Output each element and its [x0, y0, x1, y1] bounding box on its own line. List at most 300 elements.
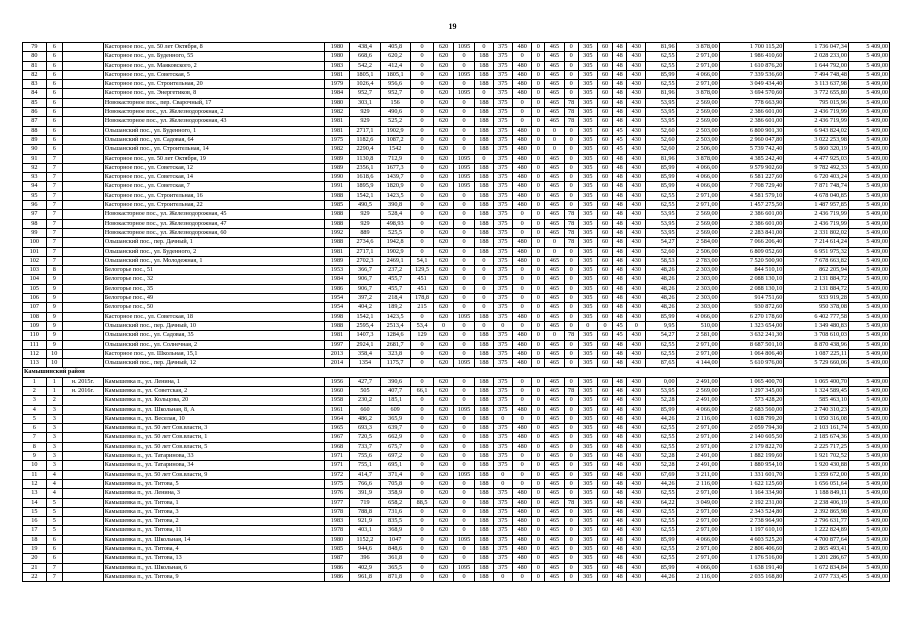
table-cell: 48	[613, 61, 627, 70]
table-cell: 375	[493, 256, 512, 265]
table-cell: 5 409,00	[848, 294, 889, 303]
table-cell: 0	[532, 479, 545, 488]
table-cell: 2 581,00	[676, 331, 719, 340]
table-cell: 396	[350, 554, 380, 563]
table-cell: 620	[434, 396, 453, 405]
table-cell: 465	[545, 163, 564, 172]
table-cell: 5 409,00	[848, 563, 889, 572]
table-cell: 0	[410, 554, 434, 563]
table-cell: 620	[434, 173, 453, 182]
table-cell: 0	[410, 349, 434, 358]
table-cell: 375	[493, 405, 512, 414]
table-cell: 48	[613, 572, 627, 581]
table-cell	[62, 359, 103, 368]
table-cell	[62, 424, 103, 433]
table-cell: 2 059 794,30	[719, 424, 784, 433]
table-cell: 505	[350, 386, 380, 395]
table-cell: 305	[578, 43, 597, 52]
table-cell: 109	[23, 321, 47, 330]
table-cell: 67,69	[646, 470, 676, 479]
table-cell: 1975	[324, 135, 350, 144]
table-row	[23, 545, 890, 554]
table-cell: 0	[453, 145, 475, 154]
table-cell: 2469,1	[380, 256, 410, 265]
table-cell: 375	[493, 312, 512, 321]
table-cell: 112	[23, 349, 47, 358]
table-cell: 60	[598, 526, 613, 535]
address-cell: Камышевка п., ул. 50 лет Сов.власти, 9	[103, 470, 324, 479]
table-cell: 0	[532, 135, 545, 144]
table-cell: 60	[598, 535, 613, 544]
table-cell: 48	[613, 284, 627, 293]
table-cell: 5 409,00	[848, 117, 889, 126]
table-cell: 0	[532, 470, 545, 479]
table-cell: 1971	[324, 452, 350, 461]
table-cell	[62, 312, 103, 321]
table-cell: 3	[23, 396, 47, 405]
table-cell: 480	[512, 182, 531, 191]
table-cell: 371,4	[380, 470, 410, 479]
table-cell: 5 409,00	[848, 303, 889, 312]
table-cell: 2 331 802,02	[784, 228, 849, 237]
table-cell: 1942,8	[380, 238, 410, 247]
table-cell: 480	[512, 135, 531, 144]
table-cell: 5 409,00	[848, 61, 889, 70]
table-cell: 465	[545, 98, 564, 107]
table-cell: 465	[545, 377, 564, 386]
table-cell: 731,6	[380, 507, 410, 516]
table-cell: 5 409,00	[848, 461, 889, 470]
table-cell: 103	[23, 266, 47, 275]
table-cell: 188	[475, 377, 493, 386]
table-cell: 60	[598, 294, 613, 303]
table-cell: 0	[453, 228, 475, 237]
table-cell: 490,5	[350, 201, 380, 210]
table-cell: 305	[578, 442, 597, 451]
address-cell: Ольшанский пос., ул. Солнечная, 2	[103, 340, 324, 349]
table-cell: 188	[475, 526, 493, 535]
table-cell: 0	[410, 145, 434, 154]
table-cell: 480	[512, 201, 531, 210]
table-cell: 9	[46, 303, 62, 312]
table-cell: 6	[46, 126, 62, 135]
table-cell: 430	[627, 61, 646, 70]
table-cell: 6	[46, 545, 62, 554]
table-cell: 2 303,00	[676, 266, 719, 275]
table-cell: 480	[512, 238, 531, 247]
table-cell: 0	[532, 98, 545, 107]
address-cell: Новокасторное пос., пер. Сварочный, 17	[103, 98, 324, 107]
table-cell: 62,55	[646, 201, 676, 210]
table-cell: 48	[613, 489, 627, 498]
table-cell: 844 510,10	[719, 266, 784, 275]
table-cell: 0	[564, 359, 578, 368]
table-cell: 99	[23, 228, 47, 237]
table-cell: 60	[598, 479, 613, 488]
table-cell: 620	[434, 563, 453, 572]
table-cell: 430	[627, 377, 646, 386]
table-cell: 3 632 241,30	[719, 331, 784, 340]
table-cell: 1998	[324, 312, 350, 321]
table-cell: 375	[493, 219, 512, 228]
table-cell: 7	[23, 433, 47, 442]
table-cell: 188	[475, 61, 493, 70]
table-cell: 0	[512, 228, 531, 237]
table-cell: 2 503,00	[676, 135, 719, 144]
address-cell: Ольшанский пос., ул. Буденного, 2	[103, 247, 324, 256]
table-cell: 60	[598, 563, 613, 572]
table-cell: 620	[434, 108, 453, 117]
table-cell: 3 113 637,98	[784, 80, 849, 89]
table-cell: 48	[613, 507, 627, 516]
table-cell: 0	[493, 572, 512, 581]
table-cell: 1975	[324, 479, 350, 488]
table-cell: 15	[23, 507, 47, 516]
table-cell: 64,22	[646, 498, 676, 507]
table-row	[23, 173, 890, 182]
table-cell: 0	[410, 191, 434, 200]
table-cell: 1095	[453, 405, 475, 414]
table-cell: 375	[493, 331, 512, 340]
table-cell: 0	[545, 331, 564, 340]
table-cell: 1976	[324, 489, 350, 498]
table-cell: 755,1	[350, 461, 380, 470]
table-cell: 305	[578, 89, 597, 98]
table-cell: 1 457 275,50	[719, 201, 784, 210]
table-row	[23, 340, 890, 349]
table-cell: 0	[532, 191, 545, 200]
table-cell: 368,9	[380, 526, 410, 535]
table-cell: 0	[564, 340, 578, 349]
table-cell: 480	[512, 340, 531, 349]
table-cell: 2 103 161,74	[784, 424, 849, 433]
table-cell: 188	[475, 108, 493, 117]
table-cell: 480	[512, 563, 531, 572]
table-cell: 1095	[453, 163, 475, 172]
table-cell: 94	[23, 182, 47, 191]
table-cell: 2 131 884,72	[784, 275, 849, 284]
table-cell: 53,95	[646, 219, 676, 228]
table-cell: 44,26	[646, 414, 676, 423]
table-cell: 1 164 334,90	[719, 489, 784, 498]
table-cell: 5 409,00	[848, 191, 889, 200]
table-cell: 0	[475, 275, 493, 284]
table-cell	[62, 563, 103, 572]
table-cell: 480	[512, 126, 531, 135]
table-cell: 0	[453, 517, 475, 526]
table-cell: 1 638 191,40	[719, 563, 784, 572]
table-cell: 2595,4	[350, 321, 380, 330]
table-cell	[62, 70, 103, 79]
table-cell: 2 386 601,00	[719, 108, 784, 117]
table-cell: 403,1	[350, 526, 380, 535]
table-cell: 5 409,00	[848, 452, 889, 461]
table-cell: 0	[453, 80, 475, 89]
table-cell: 660	[350, 405, 380, 414]
table-cell: 60	[598, 191, 613, 200]
table-cell: 961,8	[350, 572, 380, 581]
table-cell: 48	[613, 303, 627, 312]
table-cell: 0	[512, 266, 531, 275]
table-cell: 3 772 655,80	[784, 89, 849, 98]
table-cell: 1981	[324, 126, 350, 135]
table-cell: 188	[475, 349, 493, 358]
table-cell: 66,1	[410, 386, 434, 395]
table-cell: 929	[350, 219, 380, 228]
table-cell: 1 331 601,70	[719, 470, 784, 479]
table-cell: 620	[434, 545, 453, 554]
table-cell: 45	[613, 135, 627, 144]
table-cell: 62,55	[646, 191, 676, 200]
table-cell: 620	[434, 191, 453, 200]
table-cell: 0	[512, 117, 531, 126]
table-cell: 48	[613, 359, 627, 368]
table-cell: 305	[578, 359, 597, 368]
table-cell: 0	[564, 572, 578, 581]
table-cell: 525,5	[380, 228, 410, 237]
table-cell: 375	[493, 442, 512, 451]
table-cell: 0	[532, 61, 545, 70]
table-cell: 5 409,00	[848, 126, 889, 135]
table-cell: 7	[46, 210, 62, 219]
table-cell: 5 409,00	[848, 433, 889, 442]
table-cell: 9,95	[646, 321, 676, 330]
table-cell: 82	[23, 70, 47, 79]
table-cell: 0	[453, 331, 475, 340]
table-row	[23, 554, 890, 563]
table-cell: 0	[545, 126, 564, 135]
table-cell: 60	[598, 554, 613, 563]
table-cell: 4	[46, 479, 62, 488]
table-cell: 6	[46, 89, 62, 98]
table-cell: 2 569,00	[676, 108, 719, 117]
table-cell: 60	[598, 312, 613, 321]
table-cell: 397,2	[350, 294, 380, 303]
table-cell	[62, 275, 103, 284]
table-cell: 1981	[324, 331, 350, 340]
table-cell: 1095	[453, 312, 475, 321]
table-cell: 305	[578, 414, 597, 423]
table-row	[23, 117, 890, 126]
address-cell: Камышевка п., ул. Титова, 1	[103, 498, 324, 507]
table-cell: 430	[627, 145, 646, 154]
table-cell: 1971	[324, 461, 350, 470]
table-cell: 7	[46, 182, 62, 191]
table-cell	[62, 256, 103, 265]
table-cell: 6	[46, 145, 62, 154]
table-cell: 0	[453, 396, 475, 405]
table-cell: 1958	[324, 396, 350, 405]
table-cell: 365,5	[380, 563, 410, 572]
table-row	[23, 284, 890, 293]
table-cell: 54,1	[410, 256, 434, 265]
table-cell: 465	[545, 80, 564, 89]
table-cell: 0	[532, 80, 545, 89]
table-cell: 2 088 130,10	[719, 275, 784, 284]
table-cell: 795 015,96	[784, 98, 849, 107]
table-cell: 430	[627, 479, 646, 488]
table-cell: 60	[598, 396, 613, 405]
table-cell: 430	[627, 275, 646, 284]
table-cell: 0	[453, 117, 475, 126]
table-row	[23, 507, 890, 516]
table-cell: 1985	[324, 545, 350, 554]
table-row	[23, 294, 890, 303]
table-cell: 0	[532, 247, 545, 256]
table-cell	[62, 535, 103, 544]
table-cell: 305	[578, 61, 597, 70]
table-cell: 1095	[453, 89, 475, 98]
table-cell: 375	[493, 424, 512, 433]
table-cell: 465	[545, 479, 564, 488]
table-cell: 2 386 601,00	[719, 219, 784, 228]
table-cell	[62, 396, 103, 405]
table-cell: 0	[532, 321, 545, 330]
table-cell: 733,7	[350, 442, 380, 451]
table-cell: 1284,6	[380, 331, 410, 340]
table-cell: 1978	[324, 507, 350, 516]
table-cell: 2 971,00	[676, 545, 719, 554]
table-cell: 48	[613, 266, 627, 275]
table-cell: 430	[627, 563, 646, 572]
table-cell: 2 179 822,70	[719, 442, 784, 451]
table-cell: 430	[627, 43, 646, 52]
address-cell: Касторное пос., ул. Маяковского, 2	[103, 61, 324, 70]
address-cell: Камышевка п., ул. 50 лет Сов.власти, 5	[103, 442, 324, 451]
table-cell: 0	[493, 321, 512, 330]
table-cell: 48	[613, 191, 627, 200]
table-row	[23, 80, 890, 89]
table-cell: 788,8	[350, 507, 380, 516]
table-cell: 465	[545, 89, 564, 98]
table-cell: 430	[627, 535, 646, 544]
table-cell: 430	[627, 331, 646, 340]
table-cell: 48	[613, 89, 627, 98]
table-cell: 0	[532, 452, 545, 461]
address-cell: Камышевка п., ул. Титова, 5	[103, 479, 324, 488]
table-cell: 5	[23, 414, 47, 423]
table-row	[23, 526, 890, 535]
table-cell: 0	[564, 89, 578, 98]
table-cell: 0	[453, 526, 475, 535]
table-cell: 404,2	[350, 303, 380, 312]
table-cell: 2 491,00	[676, 377, 719, 386]
table-cell: 486,2	[350, 414, 380, 423]
table-cell: 5 409,00	[848, 377, 889, 386]
table-cell: 375	[493, 98, 512, 107]
table-cell: 1 349 480,83	[784, 321, 849, 330]
table-cell: 5 409,00	[848, 145, 889, 154]
table-cell: 60	[598, 442, 613, 451]
table-cell: 7 708 729,40	[719, 182, 784, 191]
table-cell: 62,55	[646, 554, 676, 563]
table-cell: 906,7	[350, 284, 380, 293]
table-cell: 0	[532, 535, 545, 544]
table-cell	[62, 182, 103, 191]
address-cell: Касторное пос., ул. 50 лет Октября, 19	[103, 154, 324, 163]
table-cell: 48,26	[646, 303, 676, 312]
table-cell: 620	[434, 182, 453, 191]
table-cell: 3	[46, 424, 62, 433]
table-cell: 188	[475, 396, 493, 405]
table-row	[23, 349, 890, 358]
table-cell: 48	[613, 386, 627, 395]
table-cell: 4 700 877,64	[784, 535, 849, 544]
table-cell: 480	[512, 173, 531, 182]
table-cell: 455,7	[380, 275, 410, 284]
table-cell: 430	[627, 210, 646, 219]
table-cell: 1997	[324, 340, 350, 349]
address-cell: Камышевка п., ул. Советская, 2	[103, 386, 324, 395]
table-cell	[62, 284, 103, 293]
table-cell: 0	[532, 284, 545, 293]
table-cell: 0	[532, 424, 545, 433]
table-cell: 48	[613, 238, 627, 247]
address-cell: Касторное пос., ул. 50 лет Октября, 8	[103, 43, 324, 52]
table-cell: 1992	[324, 228, 350, 237]
table-cell: 60	[598, 238, 613, 247]
table-cell: 0	[564, 424, 578, 433]
table-row	[23, 154, 890, 163]
table-cell: 620	[434, 266, 453, 275]
table-cell: 620	[434, 247, 453, 256]
table-cell: 8	[46, 266, 62, 275]
table-cell: 0	[410, 219, 434, 228]
table-cell: 4 066,00	[676, 405, 719, 414]
table-cell: 5 409,00	[848, 405, 889, 414]
table-cell: 60	[598, 470, 613, 479]
table-cell: 0	[532, 377, 545, 386]
table-cell: 0	[532, 52, 545, 61]
table-cell: 2 185 674,36	[784, 433, 849, 442]
table-cell: 465	[545, 563, 564, 572]
table-cell: 48	[613, 173, 627, 182]
table-cell: 1677,3	[380, 163, 410, 172]
table-cell	[62, 201, 103, 210]
table-cell: 675,7	[380, 442, 410, 451]
table-cell: 85,99	[646, 173, 676, 182]
table-cell: 375	[493, 80, 512, 89]
table-cell: 1095	[453, 154, 475, 163]
table-cell: 62,55	[646, 80, 676, 89]
table-cell: 188	[475, 452, 493, 461]
table-cell: 4 066,00	[676, 163, 719, 172]
table-cell: 60	[598, 498, 613, 507]
table-cell: 0	[410, 108, 434, 117]
table-cell: 0	[410, 396, 434, 405]
table-cell: 60	[598, 43, 613, 52]
table-cell	[62, 405, 103, 414]
table-cell: 60	[598, 377, 613, 386]
table-cell: 5 409,00	[848, 163, 889, 172]
table-cell: 952,7	[380, 89, 410, 98]
table-cell: 1439,7	[380, 173, 410, 182]
table-row	[23, 43, 890, 52]
table-cell	[62, 108, 103, 117]
table-cell: 5 409,00	[848, 386, 889, 395]
table-cell: 58,53	[646, 256, 676, 265]
table-cell: 889	[350, 228, 380, 237]
table-cell: 375	[493, 61, 512, 70]
table-cell: 7	[46, 219, 62, 228]
table-cell: 430	[627, 359, 646, 368]
table-cell: 0	[564, 52, 578, 61]
table-cell: 480	[512, 154, 531, 163]
table-cell: 609	[380, 405, 410, 414]
table-cell: 5 409,00	[848, 507, 889, 516]
table-cell: 7	[46, 191, 62, 200]
table-cell: 305	[578, 256, 597, 265]
